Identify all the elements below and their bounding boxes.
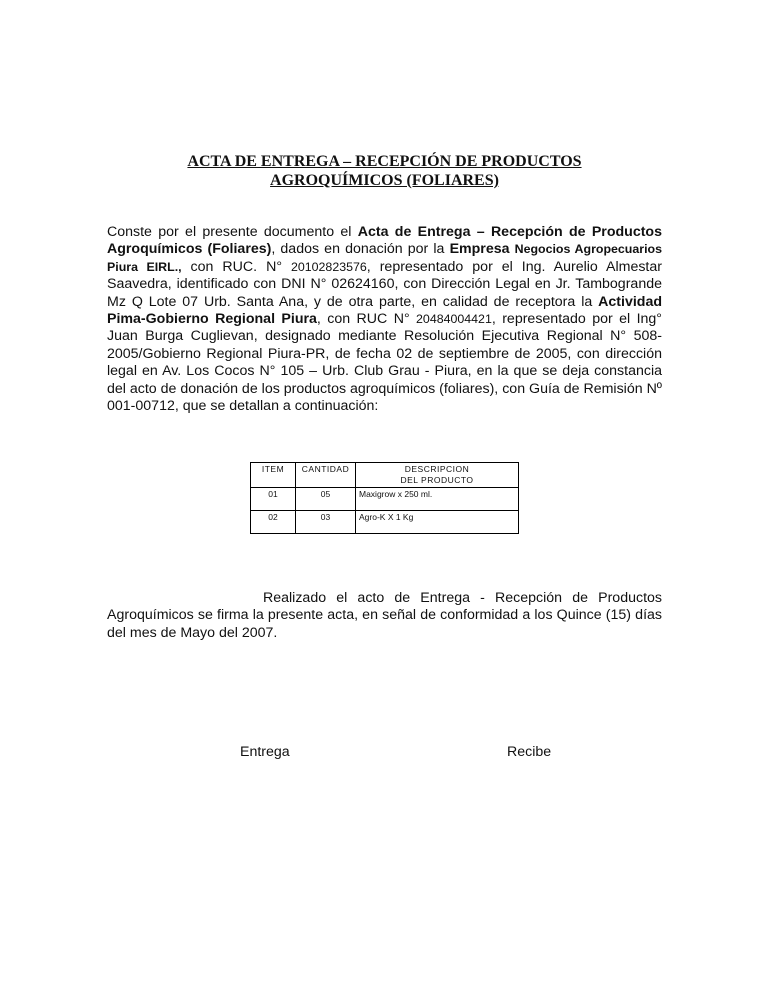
intro-bold-act: Acta de Entrega – Recepción de Productos Agroquímicos (Foliares) bbox=[107, 224, 662, 258]
header-descripcion bbox=[356, 463, 519, 488]
header-cantidad: CANTIDAD bbox=[296, 463, 356, 488]
cell-cantidad: 05 bbox=[296, 488, 356, 511]
signature-recibe: Recibe bbox=[507, 744, 552, 760]
products-table bbox=[250, 462, 519, 534]
intro-text-6: , representado por el Ing° Juan Burga Cuglievan, designado mediante Resolución Ejecutiva Regional N° 508-2005/Gobierno Regional Piura-PR, de fecha 02 de septiembre de 2005, con dirección legal en Av. Los Cocos N° 105 – Urb. Club Grau - Piura, en la que se deja constancia del acto de donación de los productos agroquímicos (foliares), con Guía de Remisión Nº 001-00712, que se detallan a continuación: bbox=[107, 311, 662, 415]
intro-bold-empresa: Empresa bbox=[449, 241, 510, 258]
intro-bold-company: Negocios Agropecuarios Piura EIRL., bbox=[107, 242, 662, 274]
signature-entrega: Entrega bbox=[240, 744, 290, 760]
table-row bbox=[251, 488, 519, 511]
cell-descripcion: Agro-K X 1 Kg bbox=[356, 511, 519, 534]
intro-paragraph bbox=[107, 224, 662, 415]
title-line-1: ACTA DE ENTREGA – RECEPCIÓN DE PRODUCTOS bbox=[187, 153, 582, 170]
cell-descripcion: Maxigrow x 250 ml. bbox=[356, 488, 519, 511]
header-item: ITEM bbox=[251, 463, 296, 488]
header-desc-line-1: DESCRIPCION bbox=[404, 464, 470, 474]
intro-text-3: con RUC. N° bbox=[181, 258, 291, 275]
header-desc-line-2: DEL PRODUCTO bbox=[400, 475, 474, 485]
intro-ruc-1: 20102823576 bbox=[290, 259, 367, 274]
table-header-row bbox=[251, 463, 519, 488]
intro-ruc-2: 20484004421 bbox=[416, 312, 492, 327]
document-title bbox=[107, 152, 662, 190]
cell-item: 01 bbox=[251, 488, 296, 511]
intro-text-1: Conste por el presente documento el bbox=[107, 224, 358, 240]
intro-text-2: , dados en donación por la bbox=[271, 241, 450, 258]
intro-bold-receptora: Actividad Pima-Gobierno Regional Piura bbox=[107, 293, 662, 328]
table-row bbox=[251, 511, 519, 534]
intro-text-5: , con RUC N° bbox=[316, 311, 417, 328]
cell-item: 02 bbox=[251, 511, 296, 534]
closing-text: Realizado el acto de Entrega - Recepción de Productos Agroquímicos se firma la presente acta, en señal de conformidad a los Quince (15) días del mes de Mayo del 2007. bbox=[107, 590, 662, 641]
cell-cantidad: 03 bbox=[296, 511, 356, 534]
title-line-2: AGROQUÍMICOS (FOLIARES) bbox=[270, 172, 499, 189]
closing-paragraph bbox=[107, 590, 662, 642]
intro-text-4: , representado por el Ing. Aurelio Almestar Saavedra, identificado con DNI N° 02624160, con Dirección Legal en Jr. Tambogrande Mz Q Lote 07 Urb. Santa Ana, y de otra parte, en calidad de receptora la bbox=[107, 258, 662, 310]
